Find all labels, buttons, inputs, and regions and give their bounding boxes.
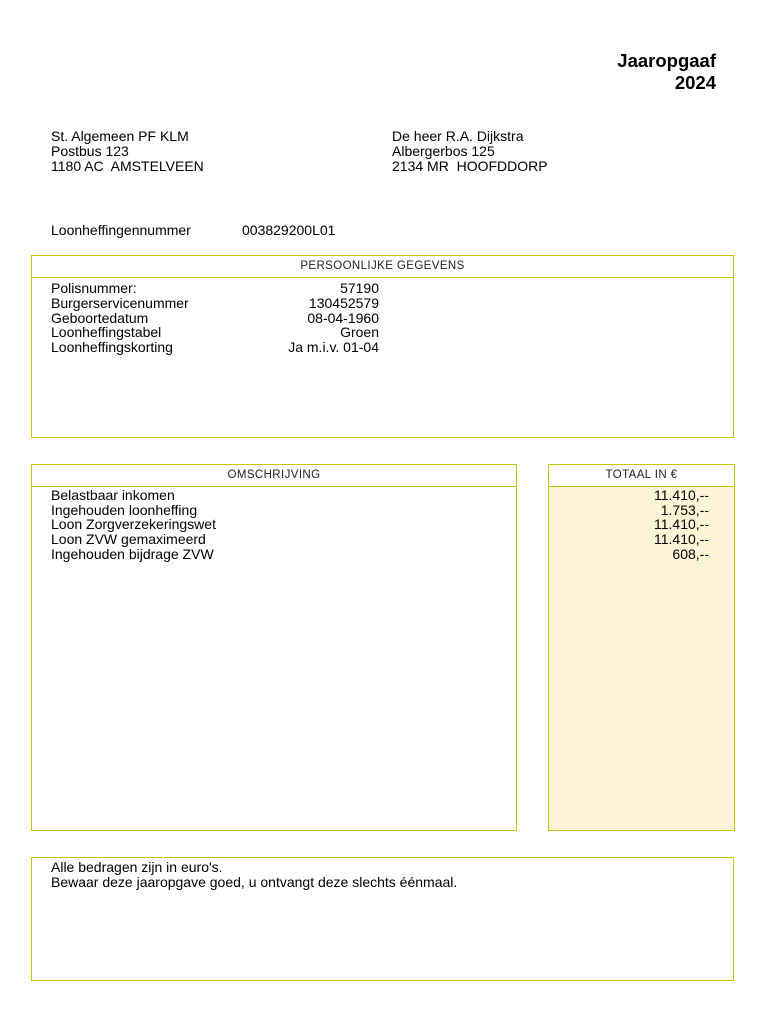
footer-note [51,860,457,890]
list-item: Loon Zorgverzekeringswet [51,516,216,533]
polisnummer-value: 57190 [340,280,379,296]
loonheffingskorting-label: Loonheffingskorting [51,339,173,356]
sender-name: St. Algemeen PF KLM [51,128,189,144]
burgerservicenummer-value: 130452579 [308,294,379,311]
totaal-list [560,488,709,562]
omschrijving-header: OMSCHRIJVING [32,465,516,487]
footer-note-line: Bewaar deze jaaropgave goed, u ontvangt deze slechts éénmaal. [51,874,458,890]
totaal-value: 608,-- [672,545,709,562]
list-item: Loon ZVW gemaximeerd [51,531,206,548]
polisnummer-label: Polisnummer: [51,280,137,296]
loonheffingennummer-value: 003829200L01 [242,222,336,238]
persoonlijke-gegevens-labels [51,281,189,355]
loonheffingstabel-value: Groen [340,324,379,341]
sender-address [51,129,204,174]
geboortedatum-label: Geboortedatum [51,309,149,326]
list-item: Ingehouden bijdrage ZVW [51,545,214,562]
omschrijving-list [51,488,216,562]
recipient-address [392,129,548,174]
list-item: Belastbaar inkomen [51,487,175,503]
recipient-city: 2134 MR HOOFDDORP [392,158,548,174]
persoonlijke-gegevens-values [230,281,379,355]
recipient-street: Albergerbos 125 [392,143,495,159]
loonheffingennummer-label: Loonheffingennummer [51,222,191,238]
totaal-value: 11.410,-- [654,487,709,503]
loonheffingstabel-label: Loonheffingstabel [51,324,162,341]
sender-city: 1180 AC AMSTELVEEN [51,158,204,174]
document-title-text: Jaaropgaaf [617,50,716,71]
persoonlijke-gegevens-header: PERSOONLIJKE GEGEVENS [32,256,733,278]
sender-street: Postbus 123 [51,143,129,159]
list-item: Ingehouden loonheffing [51,501,198,518]
loonheffingskorting-value: Ja m.i.v. 01-04 [288,339,379,356]
totaal-header: TOTAAL IN € [549,465,734,487]
burgerservicenummer-label: Burgerservicenummer [51,294,189,311]
geboortedatum-value: 08-04-1960 [307,309,379,326]
footer-note-line: Alle bedragen zijn in euro's. [51,859,223,875]
document-title [617,50,716,94]
recipient-name: De heer R.A. Dijkstra [392,128,524,144]
totaal-value: 11.410,-- [654,516,709,533]
document-title-year: 2024 [674,72,716,93]
totaal-value: 11.410,-- [654,531,709,548]
totaal-value: 1.753,-- [660,501,709,518]
